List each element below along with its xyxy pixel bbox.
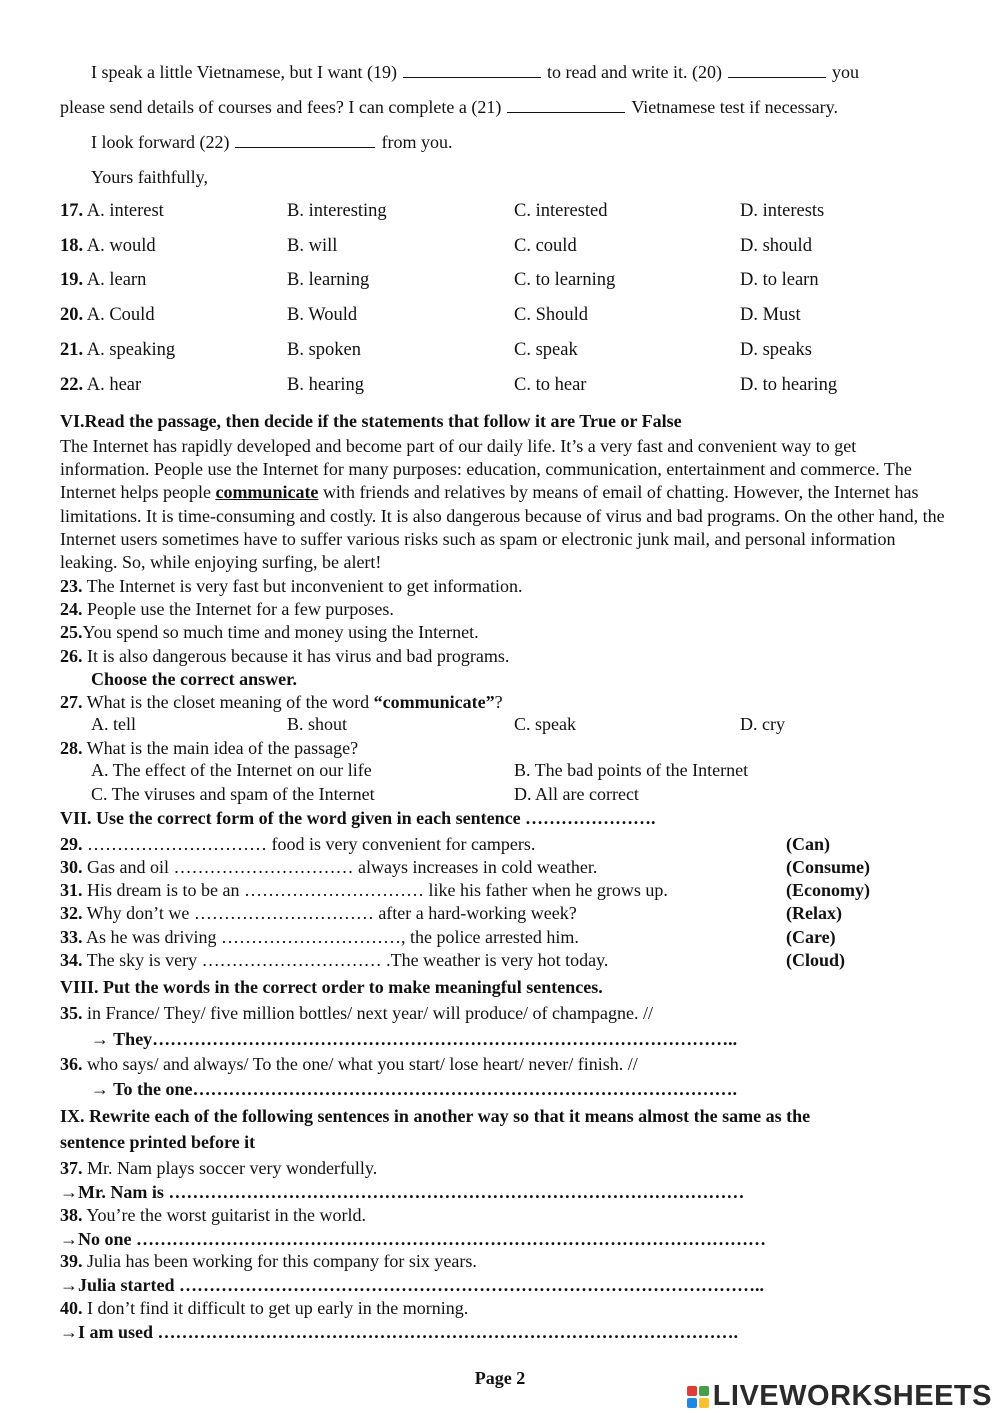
- statement-25: 25.You spend so much time and money using the Internet.: [60, 622, 479, 642]
- letter-line-1: I speak a little Vietnamese, but I want (19) to read and write it. (20) you: [91, 62, 859, 82]
- answer-line-38[interactable]: →No one ……………………………………………………………………………………………: [60, 1229, 766, 1249]
- mc-option-c[interactable]: C. interested: [514, 201, 608, 221]
- question-40: 40. I don’t find it difficult to get up early in the morning.: [60, 1298, 469, 1318]
- mc-option-d[interactable]: D. interests: [740, 201, 825, 221]
- mc-option-b[interactable]: B. spoken: [287, 340, 361, 360]
- question-27: 27. What is the closet meaning of the word “communicate”?: [60, 692, 503, 712]
- question-28: 28. What is the main idea of the passage?: [60, 738, 359, 758]
- key-word-communicate: communicate: [215, 482, 319, 503]
- mc-option-a[interactable]: 18. A. would: [60, 236, 156, 256]
- answer-line-40[interactable]: →I am used …………………………………………………………………………………….: [60, 1322, 739, 1342]
- mc-option-a[interactable]: 21. A. speaking: [60, 340, 176, 360]
- given-word: (Can): [786, 834, 830, 854]
- word-form-30[interactable]: 30. Gas and oil ………………………… always increases in cold weather.: [60, 857, 598, 877]
- question-39: 39. Julia has been working for this company for six years.: [60, 1251, 477, 1271]
- word-form-29[interactable]: 29. ………………………… food is very convenient for campers.: [60, 834, 536, 854]
- brand-name: LIVEWORKSHEETS: [712, 1380, 992, 1412]
- blank-20[interactable]: [728, 62, 826, 78]
- blank-19[interactable]: [403, 62, 541, 78]
- q27-option-a[interactable]: A. tell: [91, 714, 136, 734]
- answer-line-39[interactable]: →Julia started ……………………………………………………………………………………..: [60, 1275, 764, 1295]
- mc-option-b[interactable]: B. will: [287, 236, 338, 256]
- statement-23: 23. The Internet is very fast but inconvenient to get information.: [60, 576, 523, 596]
- q28-option-d[interactable]: D. All are correct: [514, 784, 639, 804]
- mc-option-b[interactable]: B. hearing: [287, 375, 365, 395]
- q27-option-d[interactable]: D. cry: [740, 714, 785, 734]
- q27-option-b[interactable]: B. shout: [287, 714, 348, 734]
- statement-24: 24. People use the Internet for a few purposes.: [60, 599, 394, 619]
- mc-option-a[interactable]: 22. A. hear: [60, 375, 142, 395]
- mc-option-d[interactable]: D. speaks: [740, 340, 812, 360]
- section-8-heading: VIII. Put the words in the correct order to make meaningful sentences.: [60, 977, 603, 997]
- section-7-heading: VII. Use the correct form of the word given in each sentence ………………….: [60, 808, 656, 828]
- answer-line-35[interactable]: → They……………………………………………………………………………………..: [91, 1029, 738, 1049]
- q27-option-c[interactable]: C. speak: [514, 714, 576, 734]
- given-word: (Consume): [786, 857, 870, 877]
- blank-21[interactable]: [507, 97, 625, 113]
- q28-option-a[interactable]: A. The effect of the Internet on our life: [91, 760, 372, 780]
- mc-option-d[interactable]: D. should: [740, 236, 812, 256]
- statement-26: 26. It is also dangerous because it has virus and bad programs.: [60, 646, 510, 666]
- given-word: (Care): [786, 927, 836, 947]
- blank-22[interactable]: [235, 132, 375, 148]
- page-number: Page 2: [474, 1368, 526, 1388]
- letter-line-3: I look forward (22) from you.: [91, 132, 453, 152]
- q28-option-b[interactable]: B. The bad points of the Internet: [514, 760, 749, 780]
- word-form-34[interactable]: 34. The sky is very ………………………… .The weather is very hot today.: [60, 950, 609, 970]
- question-36: 36. who says/ and always/ To the one/ what you start/ lose heart/ never/ finish. //: [60, 1054, 638, 1074]
- mc-option-b[interactable]: B. interesting: [287, 201, 387, 221]
- question-35: 35. in France/ They/ five million bottles/ next year/ will produce/ of champagne. //: [60, 1003, 654, 1023]
- question-38: 38. You’re the worst guitarist in the world.: [60, 1205, 366, 1225]
- reading-passage: The Internet has rapidly developed and become part of our daily life. It’s a very fast and convenient way to get information. People use the Internet for many purposes: education, communication, entertainment and commerce. The Internet helps people communicate with friends and relatives by means of email of chatting. However, the Internet has limitations. It is time-consuming and costly. It is also dangerous because of virus and bad programs. On the other hand, the Internet users sometimes have to suffer various risks such as spam or electronic junk mail, and personal information leaking. So, while enjoying surfing, be alert!: [60, 436, 945, 573]
- answer-line-37[interactable]: →Mr. Nam is ……………………………………………………………………………………: [60, 1182, 745, 1202]
- mc-option-c[interactable]: C. to learning: [514, 270, 616, 290]
- word-form-31[interactable]: 31. His dream is to be an ………………………… like his father when he grows up.: [60, 880, 668, 900]
- mc-option-b[interactable]: B. Would: [287, 305, 358, 325]
- answer-line-36[interactable]: → To the one……………………………………………………………………………….: [91, 1079, 738, 1099]
- mc-option-a[interactable]: 19. A. learn: [60, 270, 147, 290]
- question-37: 37. Mr. Nam plays soccer very wonderfully.: [60, 1158, 378, 1178]
- given-word: (Relax): [786, 903, 842, 923]
- given-word: (Cloud): [786, 950, 846, 970]
- word-form-32[interactable]: 32. Why don’t we ………………………… after a hard-working week?: [60, 903, 577, 923]
- mc-option-c[interactable]: C. could: [514, 236, 577, 256]
- mc-option-c[interactable]: C. to hear: [514, 375, 587, 395]
- mc-option-d[interactable]: D. Must: [740, 305, 801, 325]
- mc-option-a[interactable]: 20. A. Could: [60, 305, 155, 325]
- mc-option-c[interactable]: C. Should: [514, 305, 589, 325]
- mc-option-d[interactable]: D. to learn: [740, 270, 819, 290]
- liveworksheets-logo[interactable]: [687, 1380, 992, 1413]
- mc-option-b[interactable]: B. learning: [287, 270, 370, 290]
- given-word: (Economy): [786, 880, 870, 900]
- mc-option-d[interactable]: D. to hearing: [740, 375, 838, 395]
- mc-option-a[interactable]: 17. A. interest: [60, 201, 164, 221]
- word-form-33[interactable]: 33. As he was driving …………………………, the police arrested him.: [60, 927, 579, 947]
- section-6-heading: VI.Read the passage, then decide if the statements that follow it are True or False: [60, 411, 682, 431]
- liveworksheets-logo-icon: [687, 1386, 709, 1408]
- mc-option-c[interactable]: C. speak: [514, 340, 578, 360]
- letter-line-2: please send details of courses and fees? I can complete a (21) Vietnamese test if necessary.: [60, 97, 838, 117]
- section-9-heading-cont: sentence printed before it: [60, 1132, 256, 1152]
- choose-instruction: Choose the correct answer.: [91, 669, 297, 689]
- section-9-heading: IX. Rewrite each of the following sentences in another way so that it means almost the same as the: [60, 1106, 811, 1126]
- q28-option-c[interactable]: C. The viruses and spam of the Internet: [91, 784, 375, 804]
- letter-closing: Yours faithfully,: [91, 167, 209, 187]
